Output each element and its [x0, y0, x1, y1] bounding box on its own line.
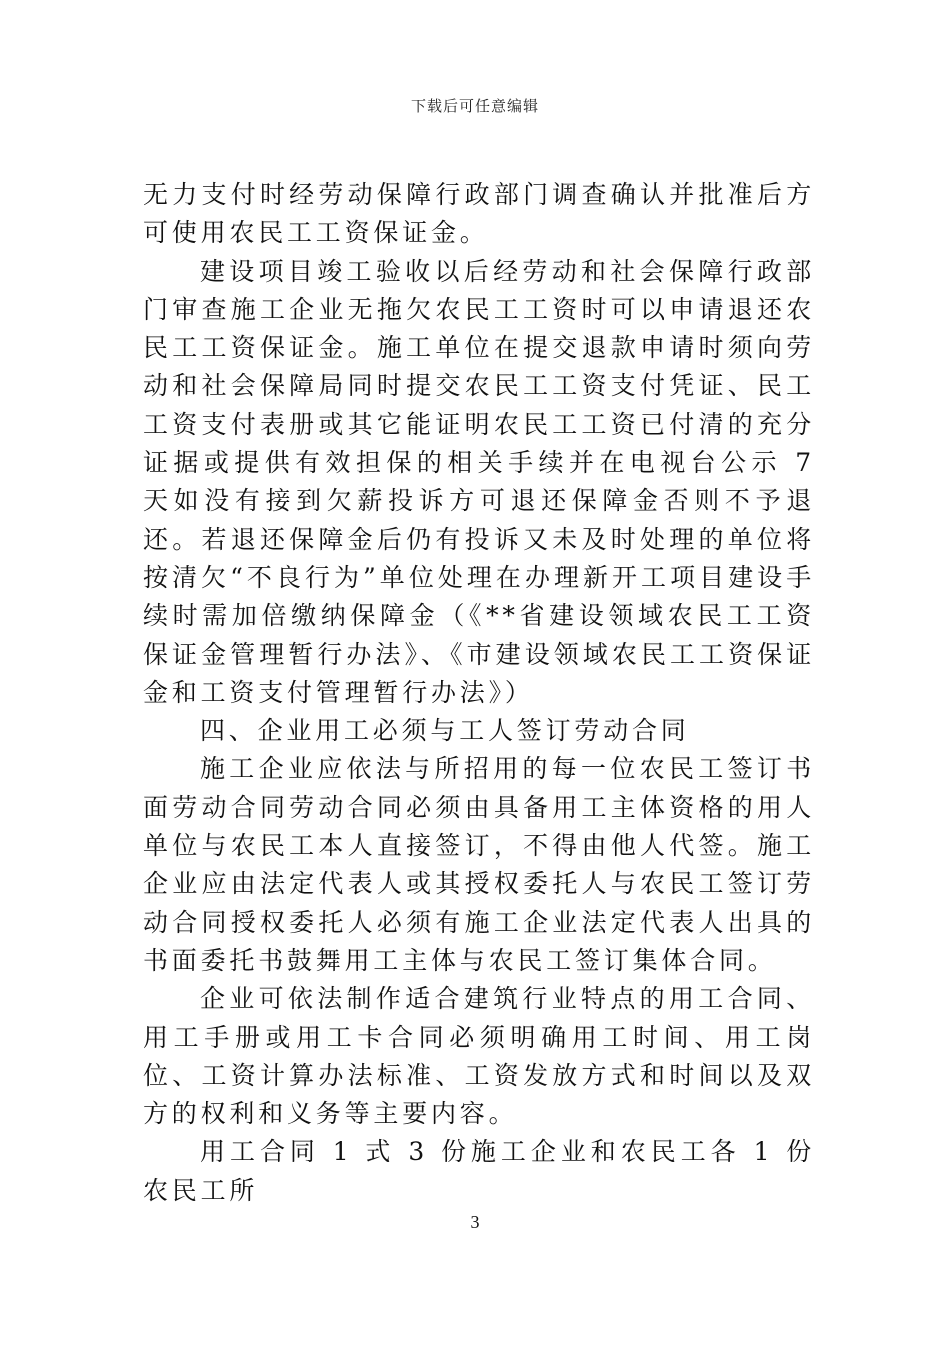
paragraph-continued: 无力支付时经劳动保障行政部门调查确认并批准后方可使用农民工工资保证金。	[143, 180, 815, 248]
paragraph-contract-signing: 施工企业应依法与所招用的每一位农民工签订书面劳动合同劳动合同必须由具备用工主体资格的用人单位与农民工本人直接签订，不得由他人代签。施工企业应由法定代表人或其授权委托人与农民工签订劳动合同授权委托人必须有施工企业法定代表人出具的书面委托书鼓舞用工主体与农民工签订集体合同。	[143, 754, 815, 975]
paragraph-contract-copies: 用工合同 1 式 3 份施工企业和农民工各 1 份农民工所	[143, 1137, 815, 1205]
section-heading-labor-contract: 四、企业用工必须与工人签订劳动合同	[200, 716, 690, 746]
paragraph-refund-procedure: 建设项目竣工验收以后经劳动和社会保障行政部门审查施工企业无拖欠农民工工资时可以申请退还农民工工资保证金。施工单位在提交退款申请时须向劳动和社会保障局同时提交农民工工资支付凭证、民工工资支付表册或其它能证明农民工工资已付清的充分证据或提供有效担保的相关手续并在电视台公示 7 天如没有接到欠薪投诉方可退还保障金否则不予退还。若退还保障金后仍有投诉又未及时处理的单位将按清欠“不良行为”单位处理在办理新开工项目建设手续时需加倍缴纳保障金（《**省建设领域农民工工资保证金管理暂行办法》、《市建设领域农民工工资保证金和工资支付管理暂行办法》）	[143, 256, 815, 707]
page-header: 下载后可任意编辑	[410, 97, 539, 115]
paragraph-contract-content: 企业可依法制作适合建筑行业特点的用工合同、用工手册或用工卡合同必须明确用工时间、用工岗位、工资计算办法标准、工资发放方式和时间以及双方的权利和义务等主要内容。	[143, 984, 815, 1129]
document-body	[143, 176, 815, 1210]
page-number: 3	[470, 1212, 480, 1232]
